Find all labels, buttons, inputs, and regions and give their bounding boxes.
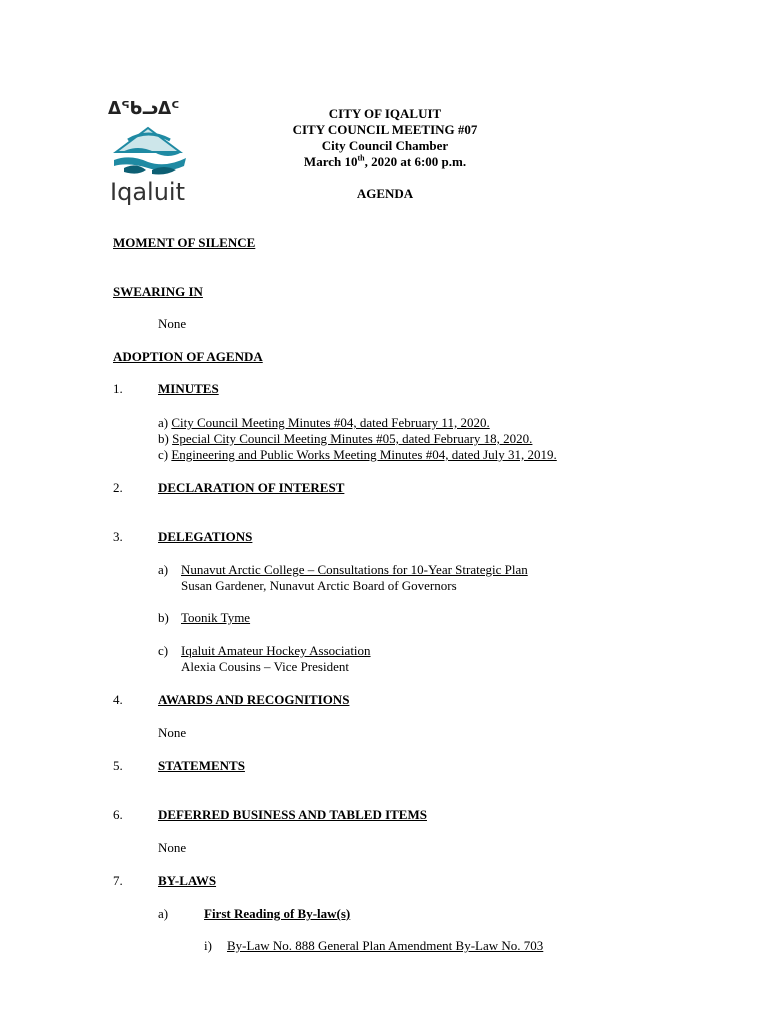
logo-syllabics: ᐃᖃᓗᐃᑦ: [108, 99, 180, 119]
header-meeting: CITY COUNCIL MEETING #07: [292, 122, 478, 137]
header-date: [285, 154, 485, 170]
minutes-item-link[interactable]: Special City Council Meeting Minutes #05, dated February 18, 2020.: [172, 431, 533, 446]
deferred-note: None: [158, 840, 187, 855]
delegations-number: 3.: [113, 529, 123, 544]
bylaws-first-reading-heading: First Reading of By-law(s): [204, 906, 351, 921]
statements-heading: STATEMENTS: [158, 758, 245, 773]
logo-name: Iqaluit: [110, 178, 185, 206]
moment-of-silence-heading: MOMENT OF SILENCE: [113, 235, 256, 250]
swearing-in-note: None: [158, 316, 187, 331]
delegation-item-prefix: a): [158, 562, 169, 577]
delegation-item-link[interactable]: Iqaluit Amateur Hockey Association: [181, 643, 371, 658]
bylaws-number: 7.: [113, 873, 123, 888]
declaration-heading: DECLARATION OF INTEREST: [158, 480, 345, 495]
bylaws-sub-prefix: a): [158, 906, 169, 921]
header-location: City Council Chamber: [321, 138, 449, 153]
declaration-number: 2.: [113, 480, 123, 495]
delegation-item-presenter: Alexia Cousins – Vice President: [181, 659, 349, 674]
minutes-heading: MINUTES: [158, 381, 219, 396]
minutes-item-prefix: b): [158, 431, 173, 446]
minutes-item-prefix: c): [158, 447, 172, 462]
header-date-main: March 10: [303, 154, 358, 169]
awards-heading: AWARDS AND RECOGNITIONS: [158, 692, 350, 707]
awards-number: 4.: [113, 692, 123, 707]
minutes-item: [158, 431, 532, 447]
delegation-item-link[interactable]: Toonik Tyme: [181, 610, 251, 625]
minutes-number: 1.: [113, 381, 123, 396]
deferred-heading: DEFERRED BUSINESS AND TABLED ITEMS: [158, 807, 427, 822]
bylaw-item-prefix: i): [204, 938, 212, 953]
header-date-suffix: th: [357, 153, 365, 163]
minutes-item-prefix: a): [158, 415, 172, 430]
awards-note: None: [158, 725, 187, 740]
statements-number: 5.: [113, 758, 123, 773]
header-agenda: AGENDA: [356, 186, 414, 201]
delegation-item-prefix: b): [158, 610, 169, 625]
delegation-item-presenter: Susan Gardener, Nunavut Arctic Board of Governors: [181, 578, 457, 593]
bylaw-item-link[interactable]: By-Law No. 888 General Plan Amendment By-Law No. 703: [227, 938, 544, 953]
logo-emblem-icon: [108, 122, 192, 184]
minutes-item-link[interactable]: Engineering and Public Works Meeting Minutes #04, dated July 31, 2019.: [171, 447, 557, 462]
deferred-number: 6.: [113, 807, 123, 822]
minutes-item: [158, 447, 557, 463]
bylaws-heading: BY-LAWS: [158, 873, 217, 888]
swearing-in-heading: SWEARING IN: [113, 284, 203, 299]
adoption-heading: ADOPTION OF AGENDA: [113, 349, 263, 364]
header-date-time: , 2020 at 6:00 p.m.: [364, 154, 467, 169]
delegation-item-prefix: c): [158, 643, 169, 658]
minutes-item: [158, 415, 490, 431]
header-city: CITY OF IQALUIT: [328, 106, 442, 121]
minutes-item-link[interactable]: City Council Meeting Minutes #04, dated February 11, 2020.: [171, 415, 490, 430]
delegations-heading: DELEGATIONS: [158, 529, 253, 544]
iqaluit-logo: [108, 100, 192, 210]
delegation-item-link[interactable]: Nunavut Arctic College – Consultations for 10-Year Strategic Plan: [181, 562, 528, 577]
